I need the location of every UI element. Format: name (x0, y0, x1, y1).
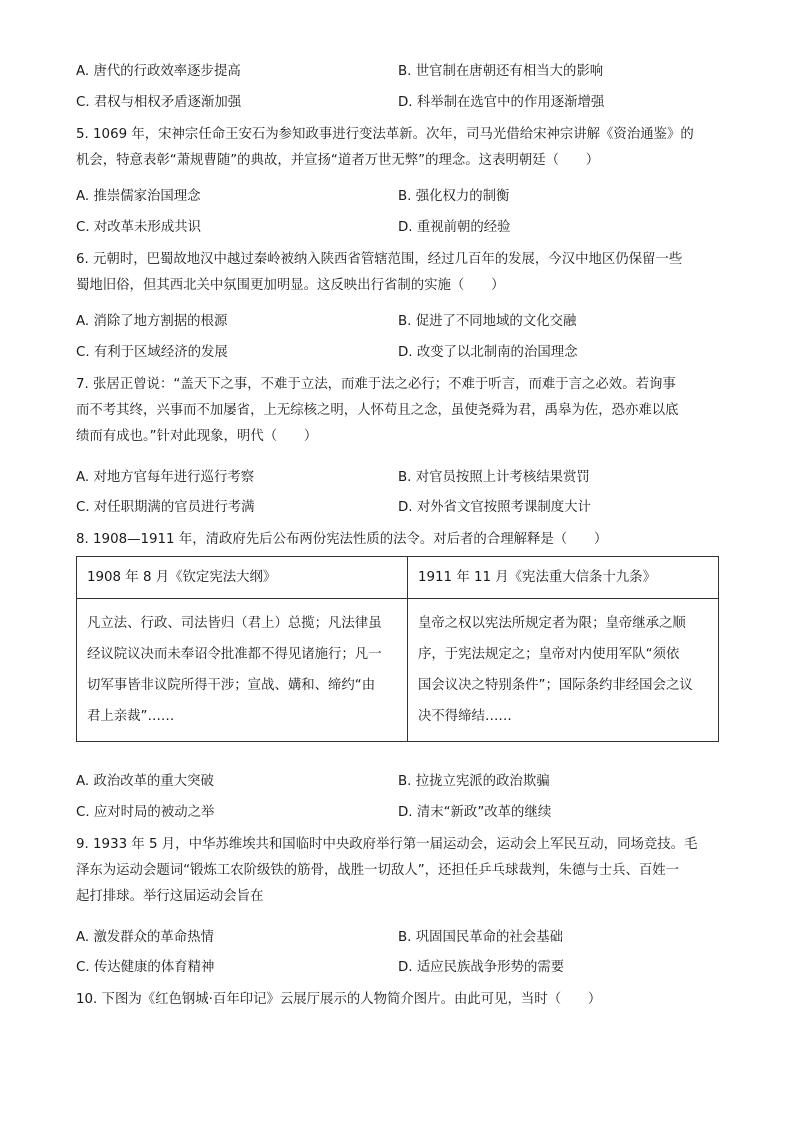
q7-options-row-1 (76, 465, 718, 491)
q7-stem (76, 372, 718, 450)
q9-option-a[interactable]: A. 激发群众的革命热情 (76, 930, 214, 945)
q9-options-row-1 (76, 925, 718, 951)
q8-option-b[interactable]: B. 拉拢立宪派的政治欺骗 (398, 774, 550, 789)
q8-option-c[interactable]: C. 应对时局的被动之举 (76, 805, 215, 820)
q6-option-c[interactable]: C. 有利于区域经济的发展 (76, 345, 228, 360)
q7-option-d[interactable]: D. 对外省文官按照考课制度大计 (398, 500, 591, 515)
q6-stem (76, 247, 718, 299)
table-header-1911: 1911 年 11 月《宪法重大信条十九条》 (408, 557, 719, 599)
q10-stem (76, 987, 718, 1013)
q9-stem (76, 832, 718, 910)
q8-options-row-2 (76, 800, 718, 826)
cell-line: 经议院议决而未奉诏令批准都不得见诸施行；凡一 (87, 647, 382, 662)
q5-options-row-1 (76, 184, 718, 210)
q4-option-c[interactable]: C. 君权与相权矛盾逐渐加强 (76, 95, 242, 110)
q5-option-b[interactable]: B. 强化权力的制衡 (398, 189, 510, 204)
q8-stem-line: 8. 1908—1911 年，清政府先后公布两份宪法性质的法令。对后者的合理解释是（ ） (76, 532, 608, 547)
table-header-row (77, 557, 719, 599)
q5-option-d[interactable]: D. 重视前朝的经验 (398, 220, 511, 235)
q4-option-b[interactable]: B. 世官制在唐朝还有相当大的影响 (398, 64, 604, 79)
cell-line: 序，于宪法规定之；皇帝对内使用军队“须依 (418, 647, 680, 662)
q7-stem-line: 7. 张居正曾说：“盖天下之事，不难于立法，而难于法之必行；不难于听言，而难于言之必效。若询事 (76, 377, 676, 392)
table-cell-1911 (408, 599, 719, 742)
q7-option-a[interactable]: A. 对地方官每年进行巡行考察 (76, 470, 255, 485)
q7-option-b[interactable]: B. 对官员按照上计考核结果赏罚 (398, 470, 590, 485)
q8-comparison-table (76, 556, 719, 742)
q9-option-d[interactable]: D. 适应民族战争形势的需要 (398, 960, 565, 975)
cell-line: 国会议决之特别条件”；国际条约非经国会之议 (418, 678, 693, 693)
q6-stem-line: 蜀地旧俗，但其西北关中氛围更加明显。这反映出行省制的实施（ ） (76, 278, 505, 293)
table-header-1908: 1908 年 8 月《钦定宪法大纲》 (77, 557, 408, 599)
cell-line: 决不得缔结…… (418, 709, 512, 724)
cell-line: 切军事皆非议院所得干涉；宣战、媾和、缔约“由 (87, 678, 376, 693)
q9-stem-line: 起打排球。举行这届运动会旨在 (76, 889, 264, 904)
q7-option-c[interactable]: C. 对任职期满的官员进行考满 (76, 500, 255, 515)
q7-options-row-2 (76, 495, 718, 521)
q5-stem-line: 机会，特意表彰“萧规曹随”的典故，并宣扬“道者万世无弊”的理念。这表明朝廷（ ） (76, 153, 600, 168)
q7-stem-line: 而不考其终，兴事而不加屡省，上无综核之明，人怀苟且之念，虽使尧舜为君，禹皋为佐，恐亦难以底 (76, 403, 679, 418)
q6-option-d[interactable]: D. 改变了以北制南的治国理念 (398, 345, 578, 360)
q9-stem-line: 泽东为运动会题词“锻炼工农阶级铁的筋骨，战胜一切敌人”，还担任乒乓球裁判，朱德与士兵、百姓一 (76, 863, 680, 878)
q7-stem-line: 绩而有成也。”针对此现象，明代（ ） (76, 429, 318, 444)
q6-option-b[interactable]: B. 促进了不同地域的文化交融 (398, 314, 577, 329)
q4-option-d[interactable]: D. 科举制在选官中的作用逐渐增强 (398, 95, 605, 110)
q10-stem-line: 10. 下图为《红色钢城·百年印记》云展厅展示的人物简介图片。由此可见，当时（ ） (76, 992, 602, 1007)
q4-options-row-2 (76, 90, 718, 116)
q5-option-c[interactable]: C. 对改革未形成共识 (76, 220, 201, 235)
cell-line: 凡立法、行政、司法皆归（君上）总揽；凡法律虽 (87, 616, 382, 631)
q4-options-row-1 (76, 59, 718, 85)
q9-options-row-2 (76, 955, 718, 981)
q9-option-b[interactable]: B. 巩固国民革命的社会基础 (398, 930, 563, 945)
q8-option-a[interactable]: A. 政治改革的重大突破 (76, 774, 214, 789)
cell-line: 君上亲裁”…… (87, 709, 175, 724)
q6-options-row-2 (76, 340, 718, 366)
q8-stem (76, 527, 718, 553)
q5-option-a[interactable]: A. 推崇儒家治国理念 (76, 189, 201, 204)
q9-option-c[interactable]: C. 传达健康的体育精神 (76, 960, 215, 975)
cell-line: 皇帝之权以宪法所规定者为限；皇帝继承之顺 (418, 616, 686, 631)
q5-stem-line: 5. 1069 年，宋神宗任命王安石为参知政事进行变法革新。次年，司马光借给宋神宗讲解《资治通鉴》的 (76, 127, 694, 142)
q8-options-row-1 (76, 769, 718, 795)
q6-option-a[interactable]: A. 消除了地方割据的根源 (76, 314, 228, 329)
table-cell-1908 (77, 599, 408, 742)
q9-stem-line: 9. 1933 年 5 月，中华苏维埃共和国临时中央政府举行第一届运动会，运动会上军民互动，同场竞技。毛 (76, 837, 698, 852)
q5-options-row-2 (76, 215, 718, 241)
q6-options-row-1 (76, 309, 718, 335)
table-row (77, 599, 719, 742)
q4-option-a[interactable]: A. 唐代的行政效率逐步提高 (76, 64, 241, 79)
q8-option-d[interactable]: D. 清末“新政”改革的继续 (398, 805, 552, 820)
q6-stem-line: 6. 元朝时，巴蜀故地汉中越过秦岭被纳入陕西省管辖范围，经过几百年的发展，今汉中地区仍保留一些 (76, 252, 683, 267)
q5-stem (76, 122, 718, 174)
